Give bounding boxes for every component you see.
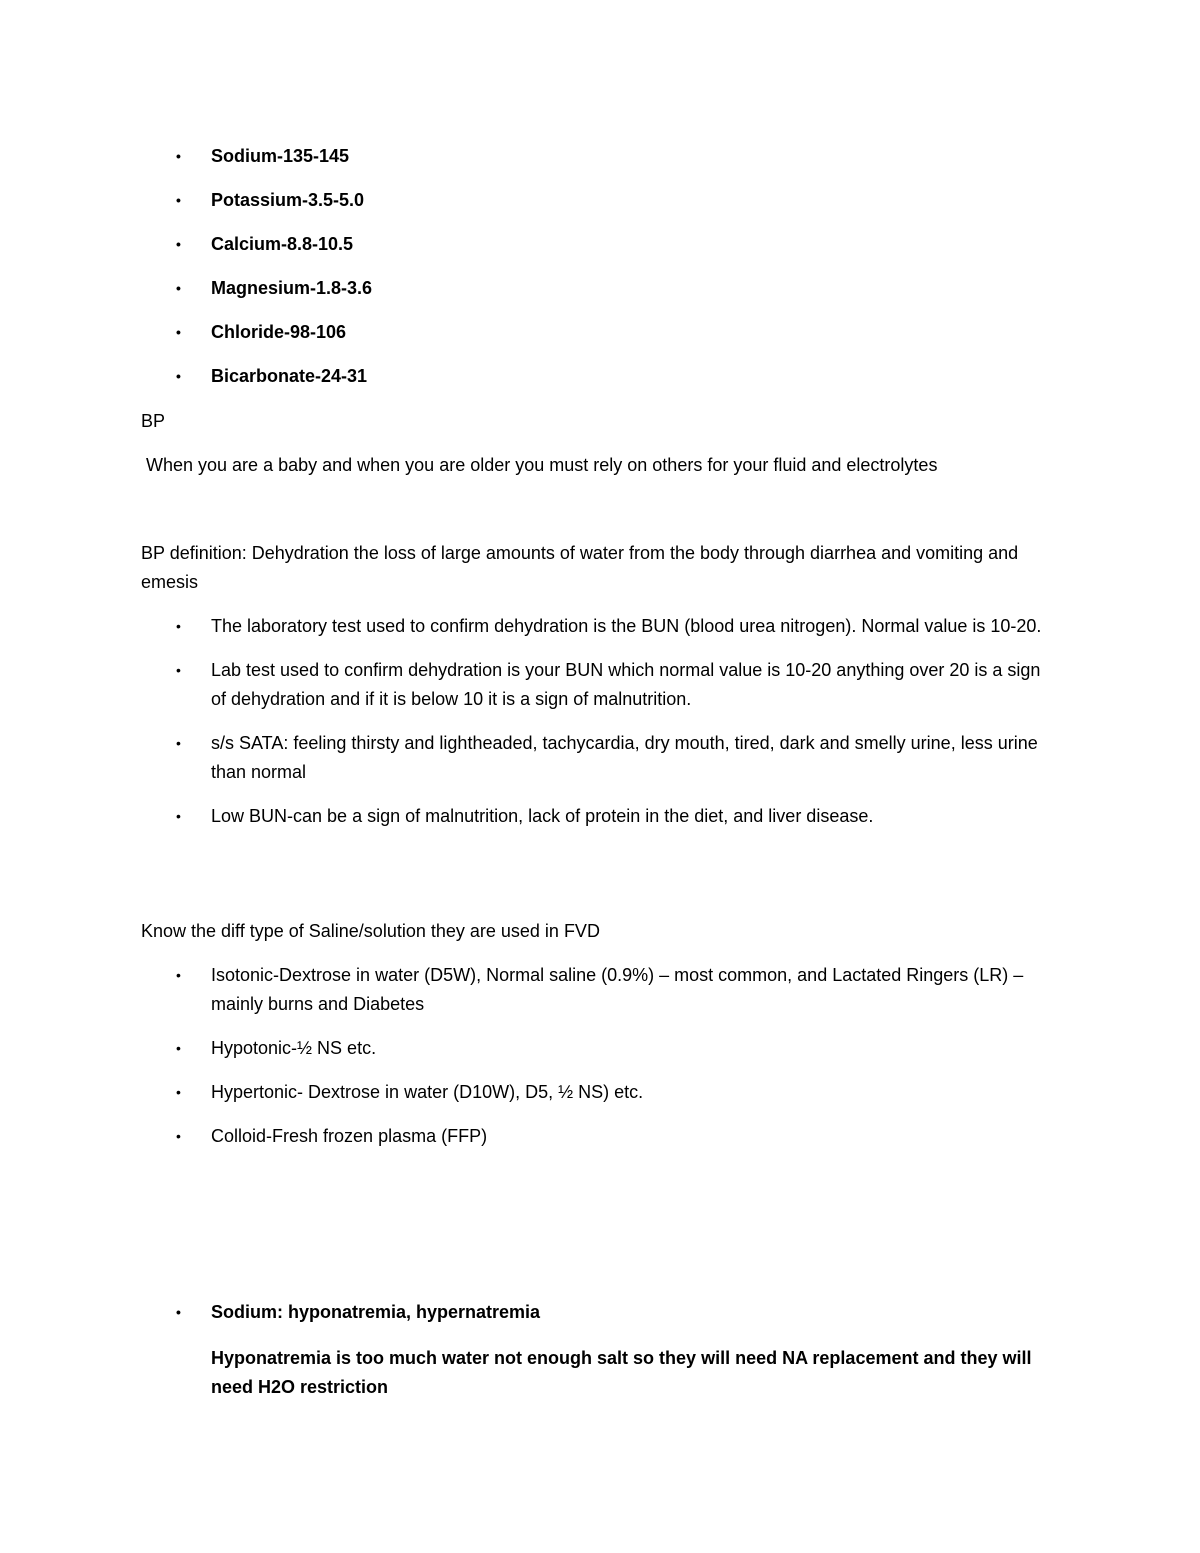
bp-heading: BP <box>141 411 166 431</box>
list-item: • Low BUN-can be a sign of malnutrition, lack of protein in the diet, and liver disease. <box>0 802 1200 831</box>
list-item: • The laboratory test used to confirm dehydration is the BUN (blood urea nitrogen). Normal value is 10-20. <box>0 612 1200 641</box>
dehydration-list <box>0 612 1200 831</box>
list-item: • Hypotonic-½ NS etc. <box>0 1034 1200 1063</box>
hyponatremia-note: Hyponatremia is too much water not enough salt so they will need NA replacement and they will need H2O restriction <box>211 1348 1032 1397</box>
list-item: • Bicarbonate-24-31 <box>0 362 1200 391</box>
list-item: • Potassium-3.5-5.0 <box>0 186 1200 215</box>
list-item: • Hypertonic- Dextrose in water (D10W), D5, ½ NS) etc. <box>0 1078 1200 1107</box>
list-item: • Sodium: hyponatremia, hypernatremia <box>0 1298 1200 1327</box>
list-item: • Isotonic-Dextrose in water (D5W), Normal saline (0.9%) – most common, and Lactated Ringers (LR) – mainly burns and Diabetes <box>0 961 1200 1019</box>
list-item: • Sodium-135-145 <box>0 142 1200 171</box>
list-item: • Magnesium-1.8-3.6 <box>0 274 1200 303</box>
age-note: When you are a baby and when you are older you must rely on others for your fluid and electrolytes <box>141 455 938 475</box>
list-item: • Calcium-8.8-10.5 <box>0 230 1200 259</box>
list-item: • Lab test used to confirm dehydration is your BUN which normal value is 10-20 anything over 20 is a sign of dehydration and if it is below 10 it is a sign of malnutrition. <box>0 656 1200 714</box>
electrolyte-list <box>0 142 1200 391</box>
solutions-list <box>0 961 1200 1151</box>
list-item: • Chloride-98-106 <box>0 318 1200 347</box>
solutions-heading: Know the diff type of Saline/solution they are used in FVD <box>141 921 600 941</box>
sodium-list <box>0 1298 1200 1327</box>
bp-definition: BP definition: Dehydration the loss of large amounts of water from the body through diarrhea and vomiting and emesis <box>141 543 1019 592</box>
list-item: • s/s SATA: feeling thirsty and lightheaded, tachycardia, dry mouth, tired, dark and smelly urine, less urine than normal <box>0 729 1200 787</box>
list-item: • Colloid-Fresh frozen plasma (FFP) <box>0 1122 1200 1151</box>
